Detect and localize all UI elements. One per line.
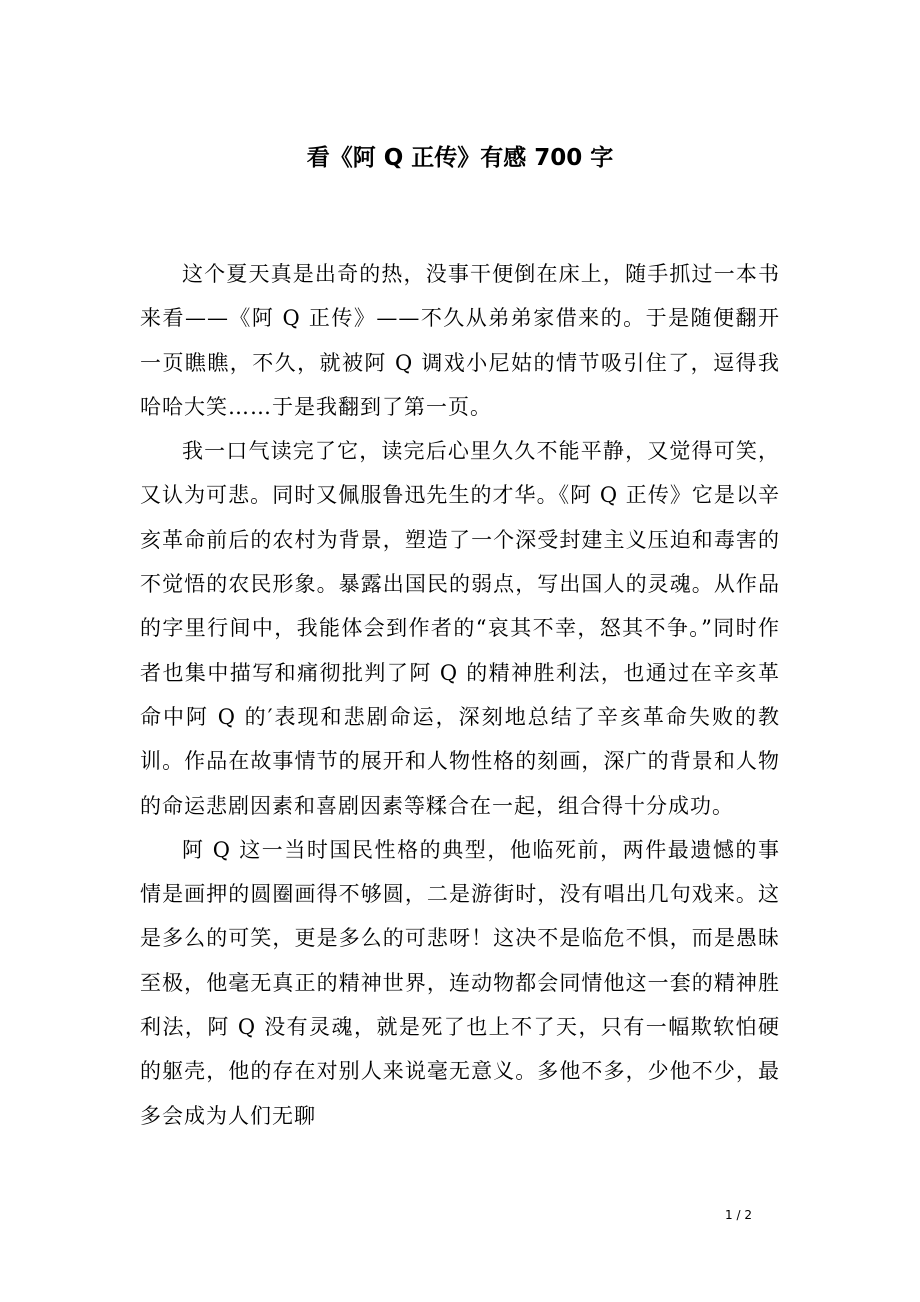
document-body bbox=[140, 252, 780, 1138]
paragraph-3: 阿 Q 这一当时国民性格的典型，他临死前，两件最遗憾的事情是画押的圆圈画得不够圆，二是游街时，没有唱出几句戏来。这是多么的可笑，更是多么的可悲呀！这决不是临危不惧，而是愚昧至极，他毫无真正的精神世界，连动物都会同情他这一套的精神胜利法，阿 Q 没有灵魂，就是死了也上不了天，只有一幅欺软怕硬的躯壳，他的存在对别人来说毫无意义。多他不多，少他不少，最多会成为人们无聊 bbox=[140, 837, 780, 1128]
paragraph-1: 这个夏天真是出奇的热，没事干便倒在床上，随手抓过一本书来看——《阿 Q 正传》——不久从弟弟家借来的。于是随便翻开一页瞧瞧，不久，就被阿 Q 调戏小尼姑的情节吸引住了，逗得我哈哈大笑……于是我翻到了第一页。 bbox=[140, 262, 780, 419]
page-number: 1 / 2 bbox=[725, 1208, 752, 1222]
paragraph-2: 我一口气读完了它，读完后心里久久不能平静，又觉得可笑，又认为可悲。同时又佩服鲁迅先生的才华。《阿 Q 正传》它是以辛亥革命前后的农村为背景，塑造了一个深受封建主义压迫和毒害的不觉悟的农民形象。暴露出国民的弱点，写出国人的灵魂。从作品的字里行间中，我能体会到作者的“哀其不幸，怒其不争。”同时作者也集中描写和痛彻批判了阿 Q 的精神胜利法，也通过在辛亥革命中阿 Q 的′表现和悲剧命运，深刻地总结了辛亥革命失败的教训。作品在故事情节的展开和人物性格的刻画，深广的背景和人物的命运悲剧因素和喜剧因素等糅合在一起，组合得十分成功。 bbox=[140, 439, 780, 818]
document-title: 看《阿 Q 正传》有感 700 字 bbox=[306, 145, 614, 171]
